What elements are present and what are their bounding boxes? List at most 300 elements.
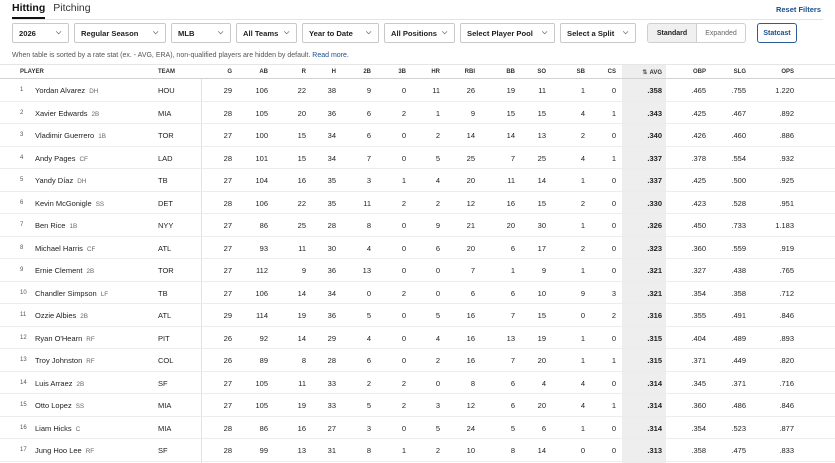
stat-so: 25 xyxy=(537,153,546,163)
col-team[interactable]: TEAM xyxy=(158,69,175,75)
player-name-link[interactable]: Ozzie Albies xyxy=(35,311,77,320)
stat-obp: .360 xyxy=(691,243,706,253)
stat-rbi: 20 xyxy=(466,243,475,253)
stat-hr: 11 xyxy=(432,86,440,95)
player-cell xyxy=(35,401,84,410)
team-cell[interactable]: MIA xyxy=(158,108,172,118)
stat-hr: 5 xyxy=(435,311,440,320)
stat-3b: 0 xyxy=(401,333,406,343)
player-cell xyxy=(35,446,94,455)
stat-ab: 106 xyxy=(255,86,268,95)
row-rank: 14 xyxy=(20,379,27,386)
stat-g: 28 xyxy=(223,153,232,163)
stat-so: 14 xyxy=(537,176,546,185)
stat-h: 31 xyxy=(327,446,336,455)
stat-bb: 6 xyxy=(510,378,515,388)
table-row xyxy=(0,304,835,327)
team-cell[interactable]: TOR xyxy=(158,131,174,140)
table-row xyxy=(0,259,835,282)
stat-h: 38 xyxy=(327,86,336,95)
stat-3b: 2 xyxy=(401,378,406,388)
stat-cs: 0 xyxy=(611,86,616,95)
stat-h: 34 xyxy=(327,131,336,140)
stat-slg: .358 xyxy=(731,288,746,298)
stat-2b: 5 xyxy=(366,401,371,410)
stat-cs: 0 xyxy=(611,333,616,343)
statcast-button[interactable]: Statcast xyxy=(757,23,797,43)
stat-so: 20 xyxy=(537,401,546,410)
stat-rbi: 10 xyxy=(466,446,475,455)
stat-so: 20 xyxy=(537,356,546,365)
note-text: When table is sorted by a rate stat (ex. - AVG, ERA), non-qualified players are hidden by default. xyxy=(12,52,311,59)
stat-slg: .371 xyxy=(731,378,746,388)
stat-rbi: 9 xyxy=(470,108,475,118)
stat-2b: 5 xyxy=(366,311,371,320)
stat-h: 35 xyxy=(327,198,336,208)
stat-2b: 3 xyxy=(366,176,371,185)
stat-sb: 4 xyxy=(580,378,585,388)
team-cell[interactable]: SF xyxy=(158,446,168,455)
stat-rbi: 16 xyxy=(466,356,475,365)
stat-3b: 0 xyxy=(401,356,406,365)
player-name-link[interactable]: Yordan Alvarez xyxy=(35,86,86,95)
stat-obp: .354 xyxy=(691,288,706,298)
stat-cs: 0 xyxy=(611,176,616,185)
col-player[interactable]: PLAYER xyxy=(20,69,44,75)
stat-slg: .475 xyxy=(731,446,746,455)
team-select[interactable] xyxy=(236,23,297,43)
stat-ops: .712 xyxy=(779,288,794,298)
table-row xyxy=(0,237,835,260)
stat-g: 27 xyxy=(223,378,232,388)
col-hr[interactable]: HR xyxy=(431,69,440,75)
stat-ops: .893 xyxy=(779,333,794,343)
stat-3b: 2 xyxy=(401,108,406,118)
stat-sb: 9 xyxy=(580,288,585,298)
stat-avg: .314 xyxy=(647,401,662,410)
stat-slg: .554 xyxy=(731,153,746,163)
stat-hr: 2 xyxy=(435,198,440,208)
stat-so: 14 xyxy=(537,446,546,455)
stat-r: 11 xyxy=(298,378,306,388)
stat-ab: 106 xyxy=(255,288,268,298)
stat-ops: .820 xyxy=(779,356,794,365)
stat-r: 8 xyxy=(301,356,306,365)
stat-h: 36 xyxy=(327,266,336,275)
stat-so: 13 xyxy=(537,131,546,140)
col-sb[interactable]: SB xyxy=(576,69,585,75)
player-pool-select[interactable] xyxy=(460,23,555,43)
stat-3b: 0 xyxy=(401,86,406,95)
stat-slg: .449 xyxy=(731,356,746,365)
row-rank: 12 xyxy=(20,334,27,341)
col-ab[interactable]: AB xyxy=(259,69,268,75)
row-rank: 8 xyxy=(20,244,24,251)
stat-so: 10 xyxy=(537,288,546,298)
stat-rbi: 16 xyxy=(466,311,475,320)
player-name-link[interactable]: Troy Johnston xyxy=(35,356,83,365)
stat-avg: .326 xyxy=(647,221,662,230)
player-pool-value: Select Player Pool xyxy=(467,28,533,38)
row-rank: 5 xyxy=(20,177,24,183)
stat-cs: 0 xyxy=(611,378,616,388)
team-cell[interactable]: MIA xyxy=(158,423,172,433)
stat-sb: 1 xyxy=(580,423,585,433)
stat-rbi: 8 xyxy=(470,378,475,388)
stat-r: 19 xyxy=(297,401,306,410)
table-row xyxy=(0,169,835,192)
stat-3b: 2 xyxy=(401,288,406,298)
col-r[interactable]: R xyxy=(301,69,306,75)
col-ops[interactable]: OPS xyxy=(781,69,794,75)
stat-r: 22 xyxy=(297,198,306,208)
team-cell[interactable]: TB xyxy=(158,288,168,298)
league-select[interactable] xyxy=(171,23,231,43)
stat-ab: 105 xyxy=(255,378,268,388)
stat-ab: 99 xyxy=(259,446,268,455)
stat-obp: .327 xyxy=(691,266,706,275)
stat-so: 11 xyxy=(538,86,546,95)
stat-avg: .316 xyxy=(647,311,662,320)
stat-so: 15 xyxy=(537,311,546,320)
stat-slg: .733 xyxy=(731,221,746,230)
stat-rbi: 12 xyxy=(466,401,475,410)
stat-hr: 3 xyxy=(435,401,440,410)
stat-r: 15 xyxy=(297,153,306,163)
stat-hr: 5 xyxy=(435,153,440,163)
split-select[interactable] xyxy=(560,23,636,43)
team-cell[interactable]: DET xyxy=(158,198,173,208)
table-row xyxy=(0,102,835,125)
position-select[interactable] xyxy=(384,23,455,43)
table-row xyxy=(0,372,835,395)
stat-g: 27 xyxy=(223,266,232,275)
stat-hr: 0 xyxy=(435,266,440,275)
stat-h: 34 xyxy=(327,153,336,163)
col-obp[interactable]: OBP xyxy=(692,69,706,75)
stat-hr: 0 xyxy=(435,378,440,388)
stat-slg: .467 xyxy=(731,108,746,118)
chevron-down-icon: ⌵ xyxy=(218,29,224,36)
col-rbi[interactable]: RBI xyxy=(464,69,475,75)
stat-hr: 4 xyxy=(435,176,440,185)
stat-r: 22 xyxy=(297,86,306,95)
team-cell[interactable]: TOR xyxy=(158,266,174,275)
stat-obp: .354 xyxy=(691,423,706,433)
row-rank: 1 xyxy=(20,87,24,93)
row-rank: 7 xyxy=(20,222,24,228)
team-cell[interactable]: PIT xyxy=(158,333,170,343)
team-cell[interactable]: COL xyxy=(158,356,174,365)
stat-avg: .314 xyxy=(647,423,662,433)
col-h[interactable]: H xyxy=(331,69,336,75)
player-name-link[interactable]: Otto Lopez xyxy=(35,401,72,410)
stat-bb: 6 xyxy=(510,288,515,298)
player-position: SS xyxy=(75,403,85,410)
stat-3b: 1 xyxy=(401,446,406,455)
stat-avg: .337 xyxy=(647,153,662,163)
col-cs[interactable]: CS xyxy=(607,69,616,75)
stat-bb: 19 xyxy=(506,86,515,95)
stat-r: 15 xyxy=(297,131,306,140)
row-rank: 10 xyxy=(20,289,27,296)
stat-hr: 9 xyxy=(435,221,440,230)
stat-cs: 0 xyxy=(611,423,616,433)
tab-hitting[interactable]: Hitting xyxy=(12,2,45,19)
tab-pitching[interactable]: Pitching xyxy=(53,2,91,14)
stat-sb: 1 xyxy=(580,86,585,95)
stat-sb: 1 xyxy=(580,333,585,343)
stat-r: 16 xyxy=(297,423,306,433)
stat-bb: 20 xyxy=(506,221,515,230)
stat-so: 6 xyxy=(541,423,546,433)
player-cell xyxy=(35,379,84,388)
stat-ops: .846 xyxy=(779,401,794,410)
col-so[interactable]: SO xyxy=(537,69,546,75)
col-avg-label: AVG xyxy=(649,70,662,76)
stat-2b: 2 xyxy=(366,378,371,388)
player-name-link[interactable]: Luis Arraez xyxy=(35,378,73,388)
player-position: 2B xyxy=(91,110,100,118)
stat-h: 30 xyxy=(327,243,336,253)
col-bb[interactable]: BB xyxy=(506,69,515,75)
team-cell[interactable]: ATL xyxy=(158,311,172,320)
stat-cs: 1 xyxy=(611,153,616,163)
stat-obp: .423 xyxy=(691,198,706,208)
row-rank: 13 xyxy=(20,357,27,363)
stat-sb: 4 xyxy=(580,401,585,410)
team-cell[interactable]: LAD xyxy=(158,153,173,163)
stat-h: 36 xyxy=(327,311,336,320)
stat-g: 27 xyxy=(223,243,232,253)
stat-g: 29 xyxy=(223,311,232,320)
season-value: 2026 xyxy=(19,28,36,38)
stat-obp: .425 xyxy=(691,108,706,118)
stat-3b: 2 xyxy=(401,401,406,410)
col-g[interactable]: G xyxy=(227,69,232,75)
stat-h: 28 xyxy=(327,221,336,230)
stat-bb: 6 xyxy=(510,243,515,253)
row-rank: 16 xyxy=(20,424,27,431)
stat-ab: 114 xyxy=(256,311,268,320)
stat-sb: 1 xyxy=(580,356,585,365)
position-value: All Positions xyxy=(391,28,437,38)
table-header xyxy=(0,64,835,79)
stat-2b: 7 xyxy=(366,153,371,163)
player-name-link[interactable]: Xavier Edwards xyxy=(35,108,88,118)
reset-filters-link[interactable]: Reset Filters xyxy=(775,5,821,14)
stat-g: 28 xyxy=(223,446,232,455)
player-name-link[interactable]: Ben Rice xyxy=(35,221,66,230)
col-2b[interactable]: 2B xyxy=(363,69,371,75)
player-cell xyxy=(35,424,80,433)
stat-obp: .360 xyxy=(691,401,706,410)
stat-hr: 2 xyxy=(435,356,440,365)
stat-slg: .438 xyxy=(731,266,746,275)
player-cell xyxy=(35,199,104,208)
team-cell[interactable]: SF xyxy=(158,378,168,388)
stat-cs: 2 xyxy=(611,311,616,320)
team-cell[interactable]: ATL xyxy=(158,243,172,253)
stat-r: 11 xyxy=(298,243,306,253)
stat-2b: 4 xyxy=(366,243,371,253)
player-name-link[interactable]: Yandy Díaz xyxy=(35,176,74,185)
stat-h: 35 xyxy=(327,176,336,185)
stat-slg: .500 xyxy=(731,176,746,185)
stat-3b: 2 xyxy=(401,198,406,208)
player-name-link[interactable]: Ryan O'Hearn xyxy=(35,333,83,343)
stat-rbi: 7 xyxy=(470,266,475,275)
player-position: LF xyxy=(100,290,109,298)
stat-bb: 11 xyxy=(507,176,515,185)
expanded-view-button[interactable]: Expanded xyxy=(705,29,737,37)
stat-sb: 0 xyxy=(580,311,585,320)
stat-cs: 1 xyxy=(611,356,616,365)
stat-bb: 5 xyxy=(510,423,515,433)
stat-avg: .315 xyxy=(647,333,662,343)
player-name-link[interactable]: Liam Hicks xyxy=(35,423,72,433)
stat-sb: 1 xyxy=(580,221,585,230)
stat-h: 34 xyxy=(327,288,336,298)
stat-hr: 5 xyxy=(435,423,440,433)
stat-ops: 1.183 xyxy=(775,221,794,230)
row-rank: 15 xyxy=(20,402,27,408)
stat-g: 27 xyxy=(223,131,232,140)
table-row xyxy=(0,79,835,102)
team-cell[interactable]: TB xyxy=(158,176,168,185)
team-cell[interactable]: HOU xyxy=(158,86,175,95)
stat-avg: .321 xyxy=(647,288,662,298)
stat-sb: 4 xyxy=(580,108,585,118)
stat-cs: 1 xyxy=(611,401,616,410)
stat-3b: 0 xyxy=(401,266,406,275)
row-rank: 3 xyxy=(20,132,24,138)
stat-ops: .716 xyxy=(779,378,794,388)
player-cell xyxy=(35,244,95,253)
stat-2b: 0 xyxy=(366,288,371,298)
date-range-select[interactable] xyxy=(302,23,379,43)
stat-cs: 0 xyxy=(611,446,616,455)
stat-r: 20 xyxy=(297,108,306,118)
stat-2b: 8 xyxy=(366,221,371,230)
stat-ops: .932 xyxy=(779,153,794,163)
table-row xyxy=(0,282,835,305)
stat-ab: 89 xyxy=(259,356,268,365)
stat-2b: 13 xyxy=(362,266,371,275)
stat-slg: .523 xyxy=(731,423,746,433)
stat-hr: 2 xyxy=(435,446,440,455)
stat-2b: 3 xyxy=(366,423,371,433)
table-row xyxy=(0,417,835,440)
stat-cs: 0 xyxy=(611,266,616,275)
stat-hr: 1 xyxy=(435,108,440,118)
player-name-link[interactable]: Michael Harris xyxy=(35,243,83,253)
stat-g: 27 xyxy=(223,401,232,410)
player-name-link[interactable]: Vladimir Guerrero xyxy=(35,131,95,140)
stat-bb: 7 xyxy=(510,356,515,365)
stat-so: 19 xyxy=(537,333,546,343)
table-row xyxy=(0,394,835,417)
stat-cs: 0 xyxy=(611,243,616,253)
qualification-note xyxy=(12,52,349,59)
stat-sb: 2 xyxy=(580,243,585,253)
stat-ops: .833 xyxy=(779,446,794,455)
stat-g: 26 xyxy=(223,356,232,365)
player-position: CF xyxy=(79,155,88,163)
stat-rbi: 14 xyxy=(466,131,475,140)
stat-so: 17 xyxy=(537,243,546,253)
stat-rbi: 16 xyxy=(466,333,475,343)
stat-ab: 100 xyxy=(255,131,268,140)
player-position: SS xyxy=(95,200,105,208)
stat-avg: .358 xyxy=(647,86,662,95)
stat-g: 28 xyxy=(223,423,232,433)
stat-3b: 0 xyxy=(401,131,406,140)
team-cell[interactable]: MIA xyxy=(158,401,172,410)
col-3b[interactable]: 3B xyxy=(398,69,406,75)
filter-bar xyxy=(12,23,636,43)
stat-3b: 0 xyxy=(401,423,406,433)
stat-avg: .337 xyxy=(647,176,662,185)
stat-bb: 14 xyxy=(506,131,515,140)
player-name-link[interactable]: Kevin McGonigle xyxy=(35,198,92,208)
stat-so: 4 xyxy=(541,378,546,388)
stat-rbi: 20 xyxy=(466,176,475,185)
stat-avg: .323 xyxy=(647,243,662,253)
stat-g: 29 xyxy=(223,86,232,95)
player-name-link[interactable]: Ernie Clement xyxy=(35,266,83,275)
stat-obp: .371 xyxy=(691,356,706,365)
player-name-link[interactable]: Chandler Simpson xyxy=(35,288,97,298)
stat-h: 28 xyxy=(327,356,336,365)
stat-bb: 7 xyxy=(510,153,515,163)
season-select[interactable] xyxy=(12,23,69,43)
stat-bb: 16 xyxy=(506,198,515,208)
stat-ab: 93 xyxy=(259,243,268,253)
stat-cs: 3 xyxy=(611,288,616,298)
stat-slg: .559 xyxy=(731,243,746,253)
team-value: All Teams xyxy=(243,28,279,38)
stat-g: 26 xyxy=(223,333,232,343)
stat-ops: .877 xyxy=(779,423,794,433)
stat-sb: 1 xyxy=(580,176,585,185)
player-position: 2B xyxy=(86,268,95,275)
read-more-link[interactable]: Read more. xyxy=(312,52,349,59)
stat-ops: .846 xyxy=(779,311,794,320)
row-rank: 11 xyxy=(20,312,27,318)
standard-view-button[interactable]: Standard xyxy=(648,24,697,42)
team-cell[interactable]: NYY xyxy=(158,221,174,230)
stat-ops: 1.220 xyxy=(775,86,794,95)
stat-3b: 0 xyxy=(401,243,406,253)
season-type-select[interactable] xyxy=(74,23,166,43)
player-name-link[interactable]: Andy Pages xyxy=(35,153,76,163)
col-slg[interactable]: SLG xyxy=(733,69,746,75)
sort-descending-icon: ⇅ xyxy=(642,70,648,76)
stat-g: 28 xyxy=(223,198,232,208)
row-rank: 6 xyxy=(20,199,24,206)
stat-slg: .489 xyxy=(731,333,746,343)
stat-obp: .425 xyxy=(691,176,706,185)
stat-ab: 86 xyxy=(259,423,268,433)
stat-obp: .450 xyxy=(691,221,706,230)
player-position: 1B xyxy=(98,133,106,140)
stat-rbi: 24 xyxy=(466,423,475,433)
col-avg[interactable] xyxy=(632,69,662,76)
chevron-down-icon: ⌵ xyxy=(442,29,448,36)
row-rank: 4 xyxy=(20,154,24,161)
player-name-link[interactable]: Jung Hoo Lee xyxy=(35,446,82,455)
